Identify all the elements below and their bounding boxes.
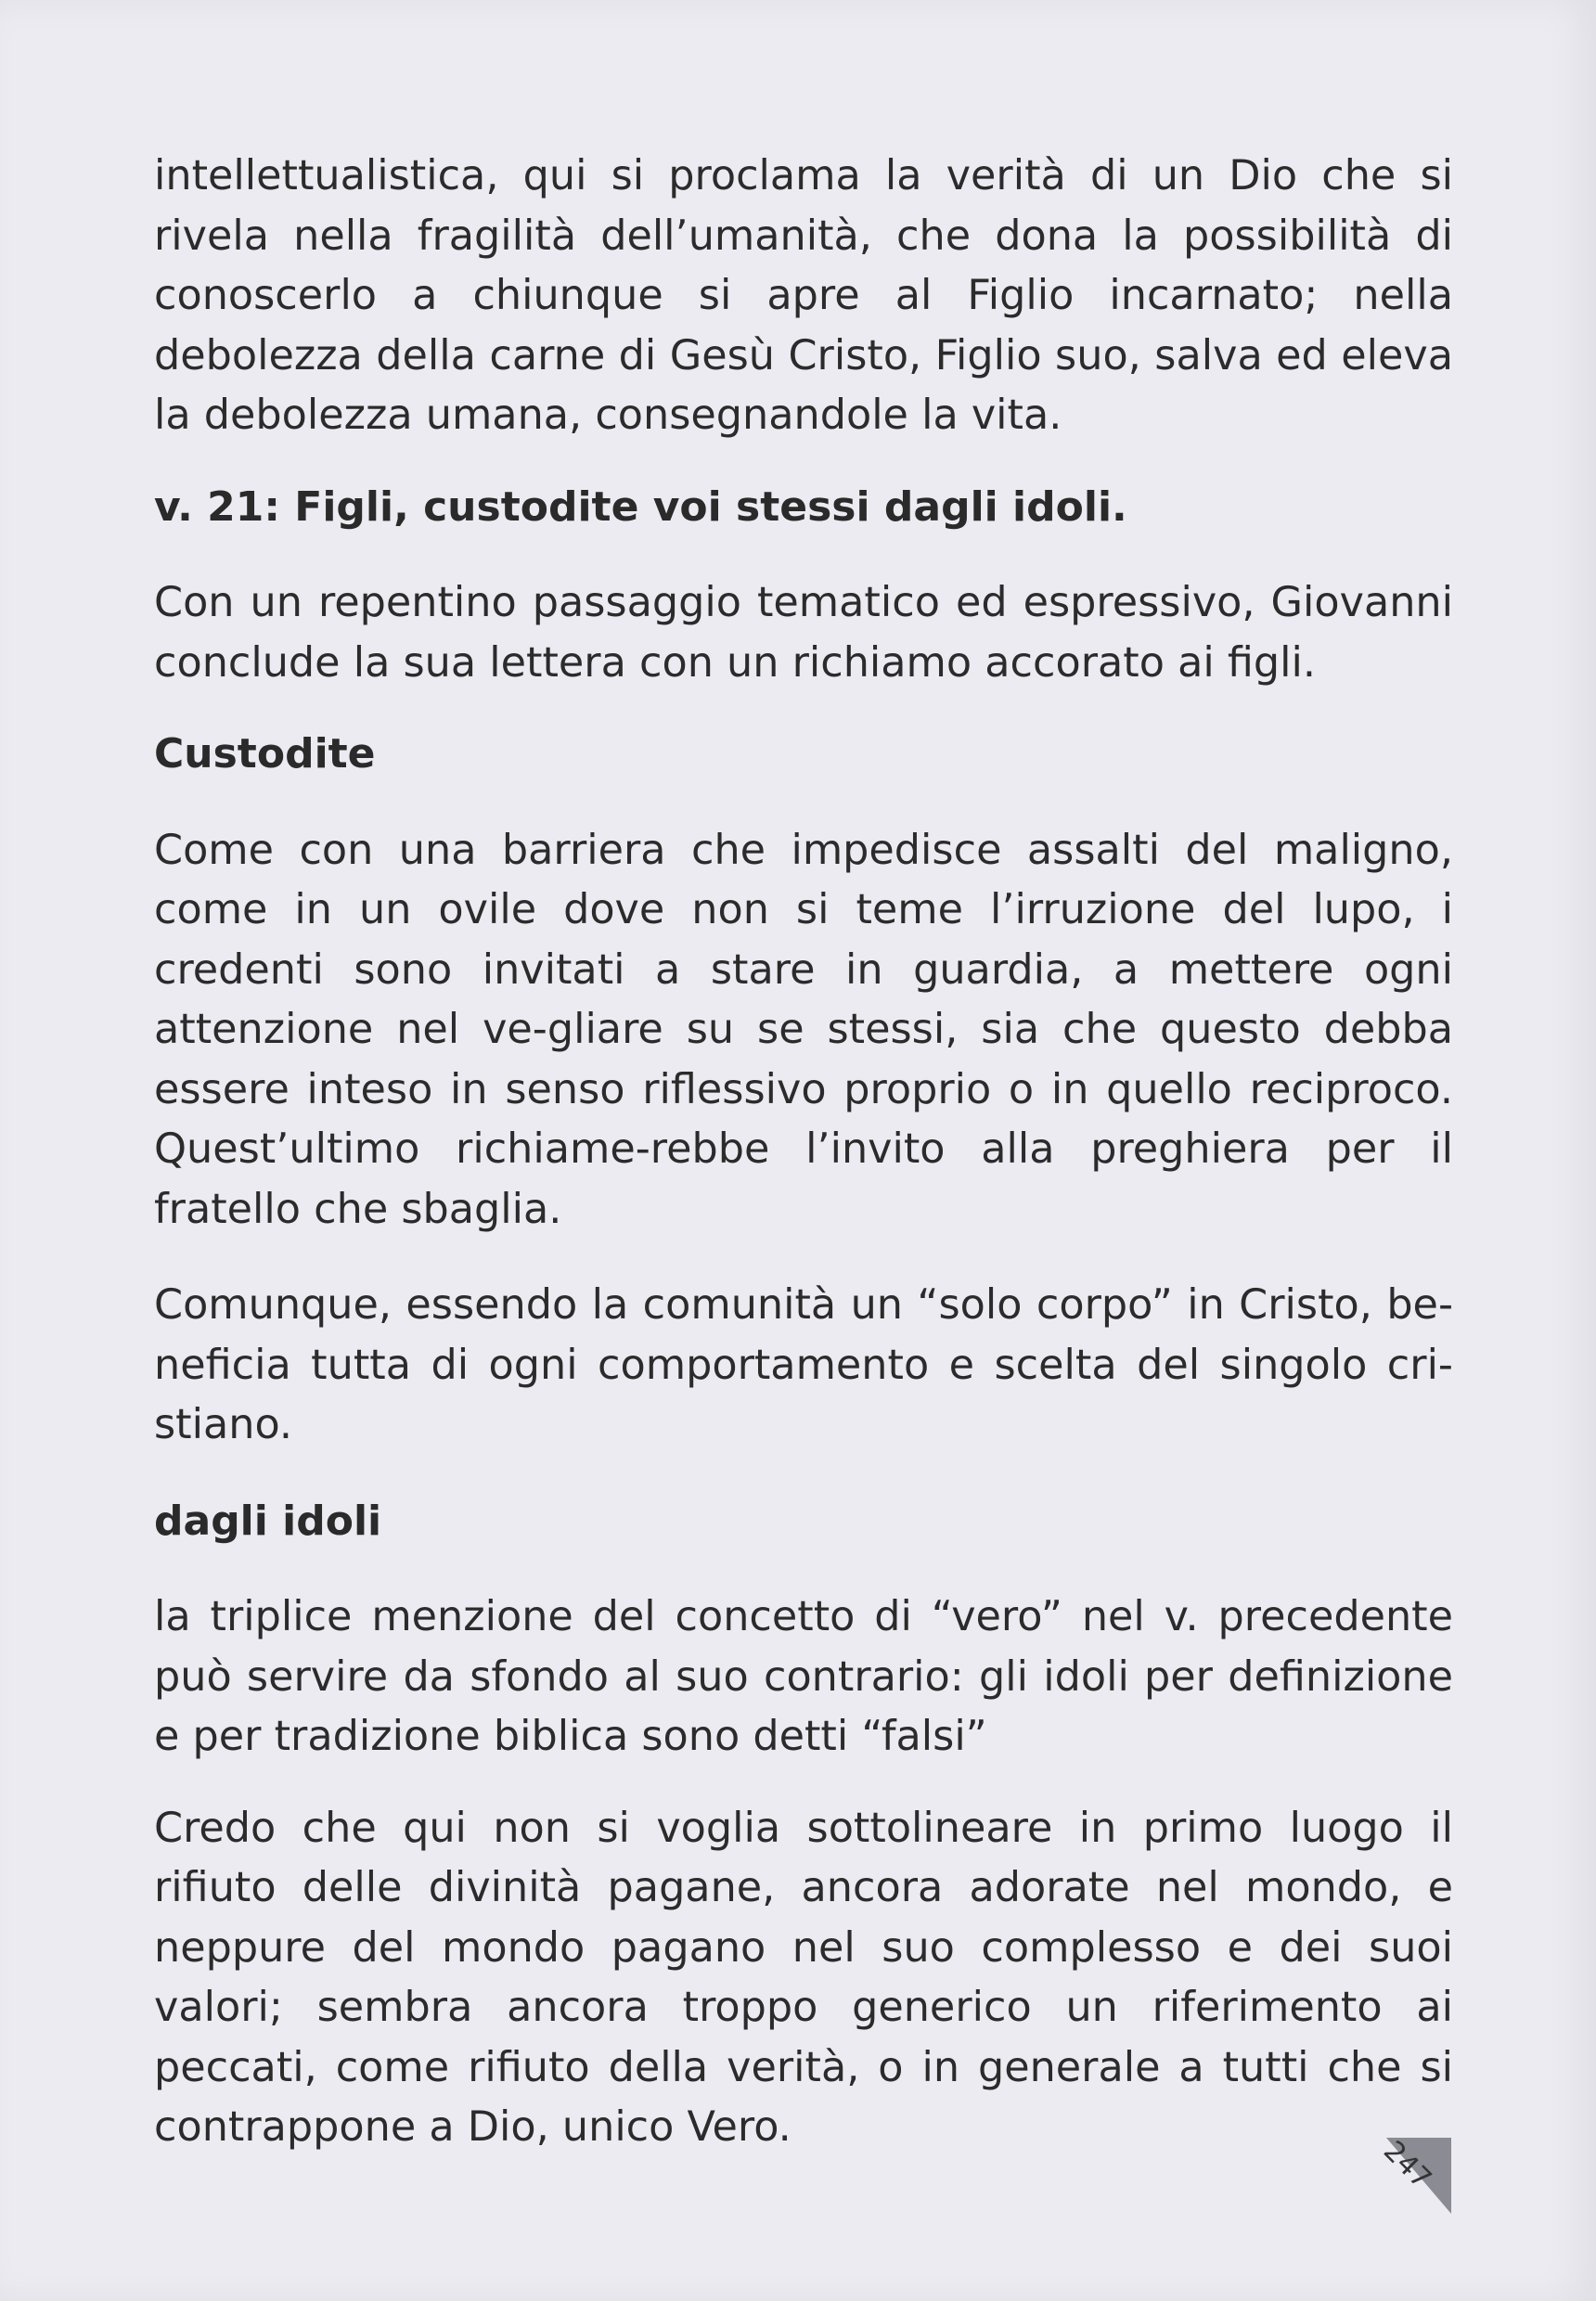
paragraph-intro: intellettualistica, qui si proclama la verità di un Dio che si rivela nella fragilità dell’umanità, che dona la possibilità di conoscerlo a chiunque si apre al Figlio incarnato; nella debolezza della carne di Gesù Cristo, Figlio suo, salva ed eleva la debolezza umana, consegnandole la vita. — [154, 152, 1453, 439]
paragraph-vero: la triplice menzione del concetto di “vero” nel v. precedente può servire da sfondo al suo contrario: gli idoli per definizione e per tradizione biblica sono detti “falsi” — [154, 1593, 1453, 1760]
section-heading-custodite: Custodite — [154, 730, 376, 778]
section-heading-idoli: dagli idoli — [154, 1497, 382, 1545]
paragraph-custodite: Come con una barriera che impedisce assalti del maligno, come in un ovile dove non si teme l’irruzione del lupo, i credenti sono invitati a stare in guardia, a mettere ogni attenzione nel ve-gliare su se stessi, sia che questo debba essere inteso in senso riflessivo proprio o in quello reciproco. Quest’ultimo richiame-rebbe l’invito alla preghiera per il fratello che sbaglia. — [154, 826, 1453, 1233]
verse-heading: v. 21: Figli, custodite voi stessi dagli idoli. — [154, 482, 1127, 531]
paragraph-credo: Credo che qui non si voglia sottolineare in primo luogo il rifiuto delle divinità pagane, ancora adorate nel mondo, e neppure del mondo pagano nel suo complesso e dei suoi valori; sembra ancora troppo generico un riferimento ai peccati, come rifiuto della verità, o in generale a tutti che si contrappone a Dio, unico Vero. — [154, 1804, 1453, 2151]
page-number: 247 — [1377, 2134, 1438, 2196]
paragraph-comunita: Comunque, essendo la comunità un “solo corpo” in Cristo, be-neficia tutta di ogni comportamento e scelta del singolo cri-stiano. — [154, 1281, 1453, 1448]
paragraph-transition: Con un repentino passaggio tematico ed espressivo, Giovanni conclude la sua lettera con un richiamo accorato ai figli. — [154, 579, 1453, 687]
page-body — [154, 147, 1453, 2158]
